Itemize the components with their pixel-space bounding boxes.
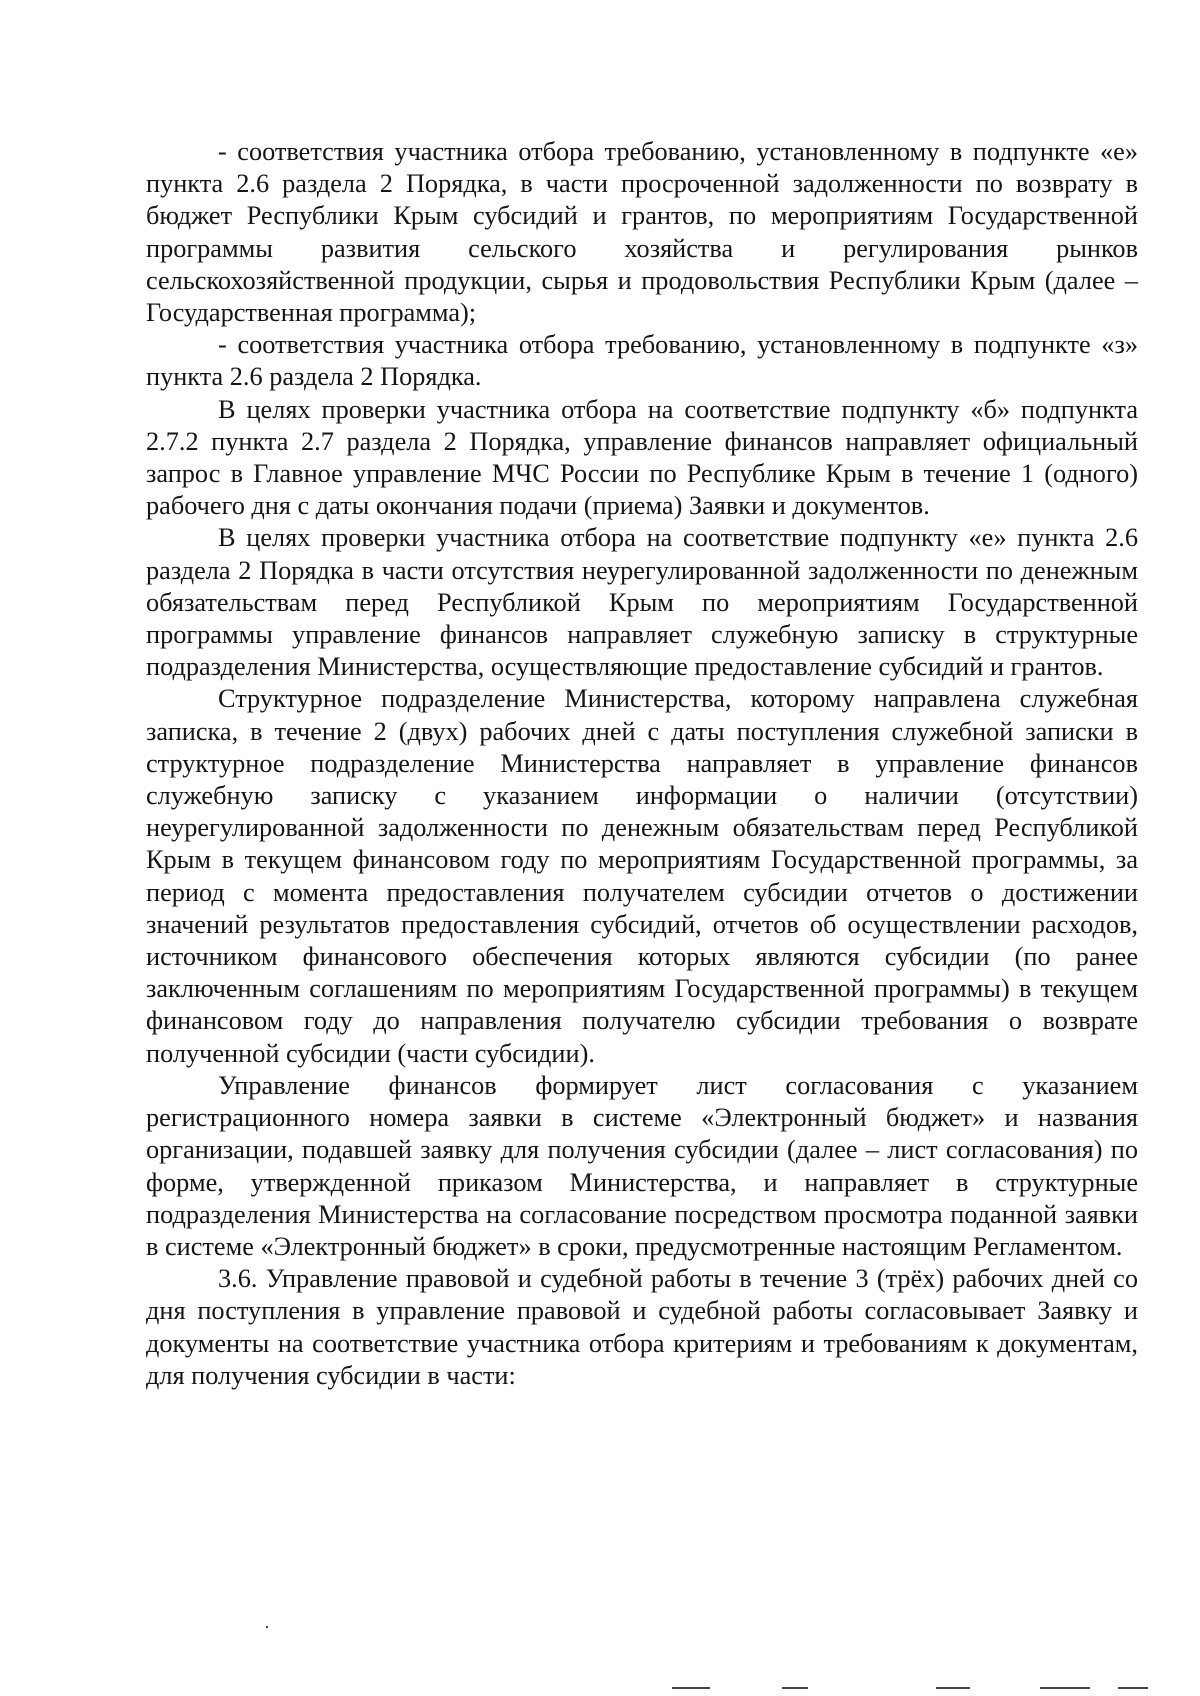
paragraph-3: В целях проверки участника отбора на соответствие подпункту «б» подпункта 2.7.2 пункта 2.7 раздела 2 Порядка, управление финансов направляет официальный запрос в Главное управление МЧС России по Республике Крым в течение 1 (одного) рабочего дня с даты окончания подачи (приема) Заявки и документов. [146,394,1138,521]
scan-line [672,1687,710,1689]
paragraph-6: Управление финансов формирует лист согласования с указанием регистрационного номера заявки в системе «Электронный бюджет» и названия организации, подавшей заявку для получения субсидии (далее – лист согласования) по форме, утвержденной приказом Министерства, и направляет в структурные подразделения Министерства на согласование посредством просмотра поданной заявки в системе «Электронный бюджет» в сроки, предусмотренные настоящим Регламентом. [146,1070,1138,1261]
scan-line [936,1687,970,1689]
scan-line [782,1687,808,1689]
scan-line [1040,1687,1090,1689]
scan-line [1118,1687,1148,1689]
paragraph-7: 3.6. Управление правовой и судебной работы в течение 3 (трёх) рабочих дней со дня поступления в управление правовой и судебной работы согласовывает Заявку и документы на соответствие участника отбора критериям и требованиям к документам, для получения субсидии в части: [146,1264,1138,1390]
document-page [146,136,1138,1392]
scan-dot [266,1626,268,1628]
paragraph-5: Структурное подразделение Министерства, которому направлена служебная записка, в течение 2 (двух) рабочих дней с даты поступления служебной записки в структурное подразделение Министерства направляет в управление финансов служебную записку с указанием информации о наличии (отсутствии) неурегулированной задолженности по денежным обязательствам перед Республикой Крым в текущем финансовом году по мероприятиям Государственной программы, за период с момента предоставления получателем субсидии отчетов о достижении значений результатов предоставления субсидий, отчетов об осуществлении расходов, источником финансового обеспечения которых являются субсидии (по ранее заключенным соглашениям по мероприятиям Государственной программы) в текущем финансовом году до направления получателю субсидии требования о возврате полученной субсидии (части субсидии). [146,684,1138,1068]
paragraph-2: - соответствия участника отбора требованию, установленному в подпункте «з» пункта 2.6 раздела 2 Порядка. [146,330,1138,392]
paragraph-1: - соответствия участника отбора требованию, установленному в подпункте «е» пункта 2.6 раздела 2 Порядка, в части просроченной задолженности по возврату в бюджет Республики Крым субсидий и грантов, по мероприятиям Государственной программы развития сельского хозяйства и регулирования рынков сельскохозяйственной продукции, сырья и продовольствия Республики Крым (далее – Государственная программа); [146,137,1138,328]
paragraph-4: В целях проверки участника отбора на соответствие подпункту «е» пункта 2.6 раздела 2 Порядка в части отсутствия неурегулированной задолженности по денежным обязательствам перед Республикой Крым по мероприятиям Государственной программы управление финансов направляет служебную записку в структурные подразделения Министерства, осуществляющие предоставление субсидий и грантов. [146,523,1138,682]
